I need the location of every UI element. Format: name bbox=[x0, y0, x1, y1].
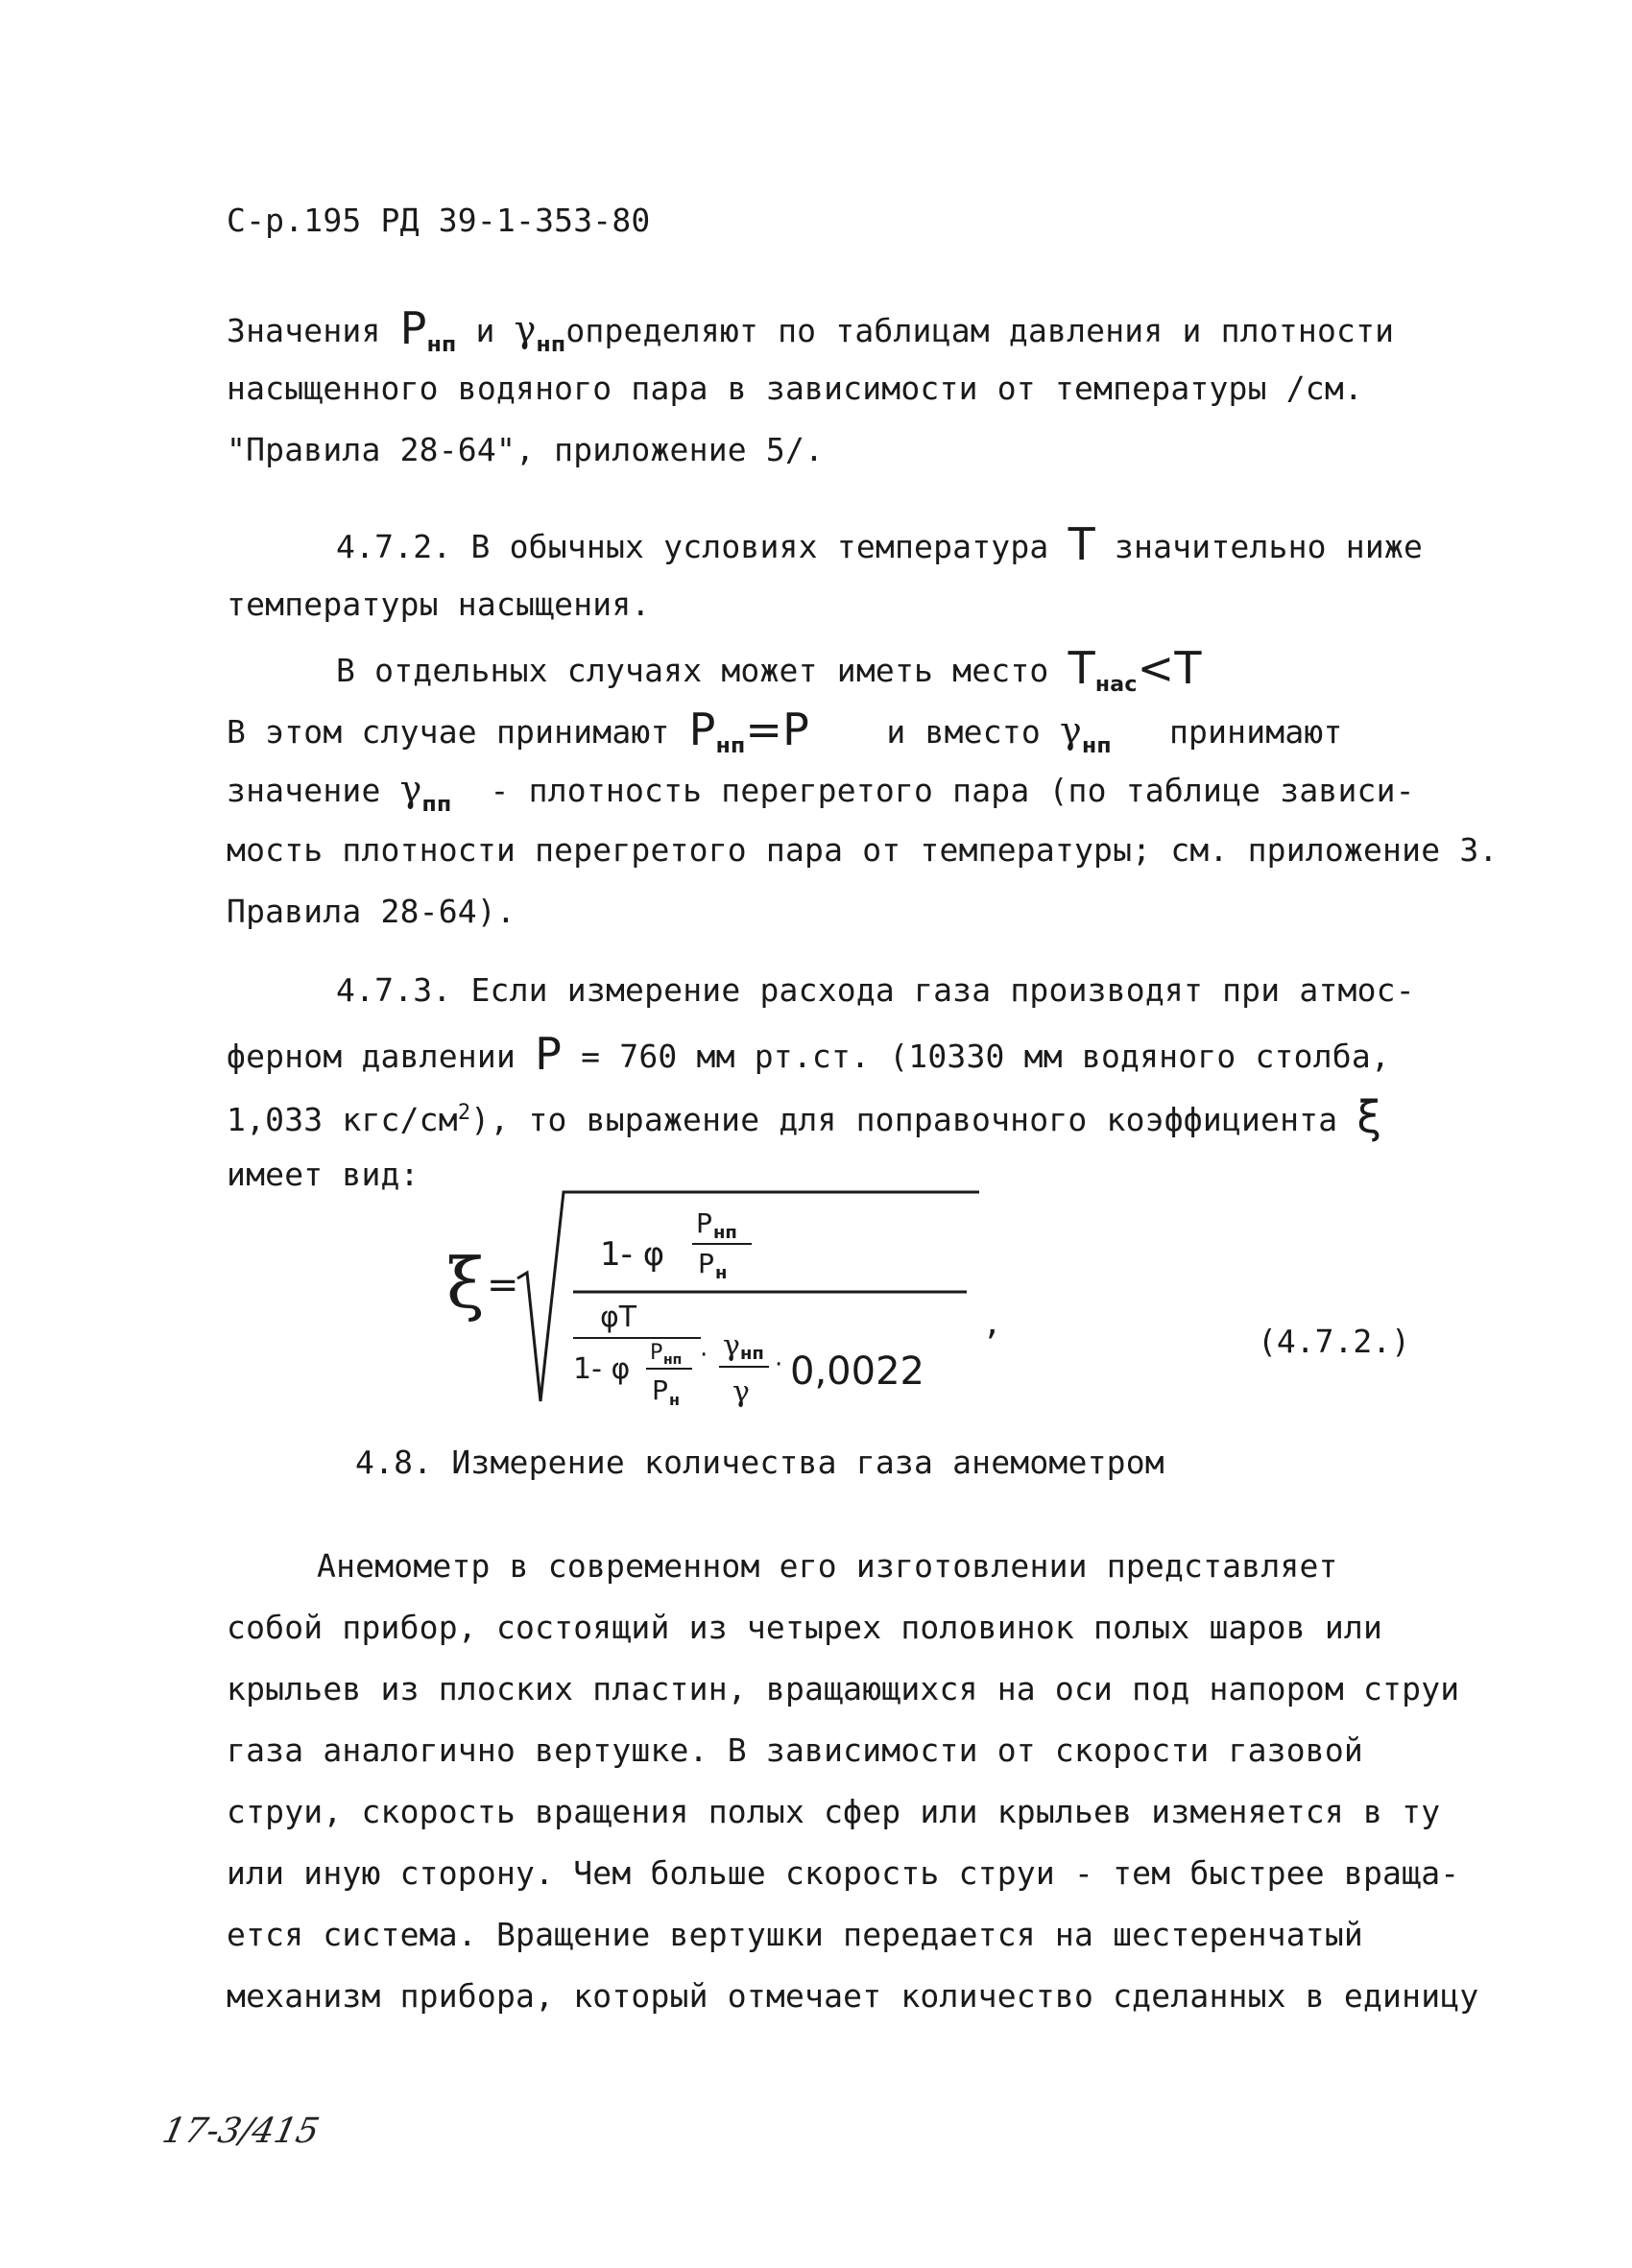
para2-line3: В отдельных случаях может иметь место $T_{нас}<T$ bbox=[336, 642, 1202, 697]
para3-line1: 4.7.3. Если измерение расхода газа производят при атмос- bbox=[336, 971, 1415, 1009]
svg-text:P: P bbox=[652, 1374, 668, 1406]
para2-line7: Правила 28-64). bbox=[227, 893, 516, 930]
para3-line4: имеет вид: bbox=[227, 1156, 420, 1193]
symbol-t: T bbox=[1068, 518, 1095, 570]
symbol-p: P bbox=[399, 302, 427, 354]
xi-symbol: ξ bbox=[446, 1243, 485, 1324]
para4-line: собой прибор, состоящий из четырех половинок полых шаров или bbox=[227, 1609, 1383, 1646]
para4-line: струи, скорость вращения полых сфер или крыльев изменяется в ту bbox=[227, 1793, 1441, 1830]
para4-line: или иную сторону. Чем больше скорость струи - тем быстрее враща- bbox=[227, 1854, 1460, 1892]
formula-4-7-2 bbox=[446, 1190, 1003, 1411]
svg-text:н: н bbox=[715, 1263, 728, 1283]
symbol-gamma: γ bbox=[514, 308, 537, 350]
para4-line: крыльев из плоских пластин, вращающихся на оси под напором струи bbox=[227, 1670, 1460, 1707]
svg-text:γ: γ bbox=[723, 1329, 740, 1363]
svg-text:P: P bbox=[650, 1341, 663, 1365]
para3-line2: ферном давлении P = 760 мм рт.ст. (10330 мм водяного столба, bbox=[227, 1028, 1390, 1080]
para2-line4: В этом случае принимают $P_{нп}=P$ и вместо $\gamma_{нп}$ принимают bbox=[227, 704, 1343, 758]
para4-line: газа аналогично вертушке. В зависимости от скорости газовой bbox=[227, 1731, 1363, 1769]
para1-line3: "Правила 28-64", приложение 5/. bbox=[227, 431, 825, 468]
equals-sign: = bbox=[487, 1263, 519, 1307]
para1-line1: Значения $P_{нп}$ и $\gamma_{нп}определяют$ по таблицам давления и плотности bbox=[227, 302, 1395, 357]
para4-line: Анемометр в современном его изготовлении представляет bbox=[317, 1547, 1338, 1585]
svg-text:0,0022: 0,0022 bbox=[790, 1349, 924, 1394]
para2-line2: температуры насыщения. bbox=[227, 585, 651, 623]
svg-text:1- φ: 1- φ bbox=[573, 1352, 631, 1386]
svg-text:нп: нп bbox=[663, 1352, 683, 1368]
para2-line5: значение $\gamma_{пп}$ - плотность перегретого пара (по таблице зависи- bbox=[227, 768, 1415, 817]
svg-text:·: · bbox=[775, 1350, 783, 1379]
svg-text:нп: нп bbox=[713, 1223, 737, 1243]
svg-text:·: · bbox=[700, 1341, 708, 1370]
svg-text:1- φ: 1- φ bbox=[600, 1235, 665, 1274]
para3-line3: 1,033 кгс/$см^2$), то выражение для поправочного коэффициента ξ bbox=[227, 1091, 1382, 1143]
svg-text:φT: φT bbox=[600, 1301, 637, 1334]
section-title: 4.8. Измерение количества газа анемометром bbox=[355, 1444, 1164, 1481]
handwritten-number: 17-3/415 bbox=[158, 2112, 324, 2151]
symbol-xi: ξ bbox=[1356, 1091, 1382, 1143]
svg-text:н: н bbox=[669, 1391, 681, 1409]
para2-line6: мость плотности перегретого пара от температуры; см. приложение 3. bbox=[227, 831, 1499, 869]
svg-text:P: P bbox=[696, 1207, 712, 1239]
svg-text:,: , bbox=[986, 1300, 998, 1344]
svg-text:нп: нп bbox=[740, 1344, 764, 1364]
svg-text:γ: γ bbox=[732, 1375, 750, 1409]
equation-number: (4.7.2.) bbox=[1258, 1323, 1410, 1360]
para2-line1: 4.7.2. В обычных условиях температура T значительно ниже bbox=[336, 518, 1424, 570]
svg-text:P: P bbox=[698, 1248, 714, 1279]
para4-line: механизм прибора, который отмечает количество сделанных в единицу bbox=[227, 1977, 1479, 2015]
para4-line: ется система. Вращение вертушки передается на шестеренчатый bbox=[227, 1916, 1363, 1953]
para1-line2: насыщенного водяного пара в зависимости от температуры /см. bbox=[227, 370, 1363, 407]
page-header: С-р.195 РД 39-1-353-80 bbox=[227, 202, 651, 239]
